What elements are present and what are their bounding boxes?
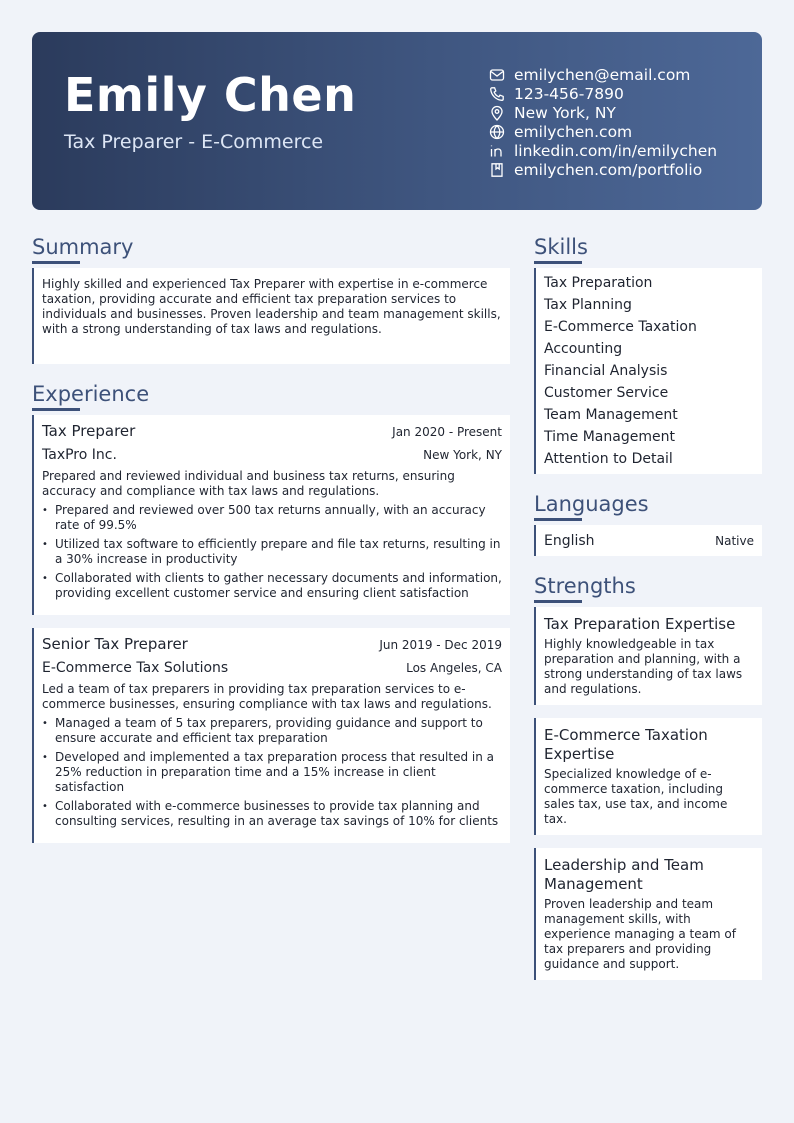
skill-item: Team Management xyxy=(544,407,678,423)
candidate-role: Tax Preparer - E-Commerce xyxy=(64,131,324,153)
strengths-heading: Strengths xyxy=(534,574,636,598)
strength-title: Tax Preparation Expertise xyxy=(544,615,736,633)
job-bullets xyxy=(42,716,502,829)
contact-website-text: emilychen.com xyxy=(514,122,633,141)
job-bullet: • Collaborated with e-commerce businesses to provide tax planning and consulting services, resulting in an average tax savings of 10% for clients xyxy=(42,799,502,829)
email-icon xyxy=(489,67,505,83)
contact-email[interactable] xyxy=(489,65,717,84)
language-item xyxy=(534,525,762,556)
portfolio-icon xyxy=(489,162,505,178)
strength-description: Specialized knowledge of e-commerce taxation, including sales tax, use tax, and income tax. xyxy=(544,767,728,826)
skill-item: Financial Analysis xyxy=(544,363,668,379)
left-column xyxy=(32,234,510,843)
job-location: Los Angeles, CA xyxy=(406,661,502,675)
contact-linkedin[interactable] xyxy=(489,141,717,160)
strengths-heading-underline xyxy=(534,600,582,603)
job-description: Led a team of tax preparers in providing tax preparation services to e-commerce businesses, ensuring compliance with tax laws and regulations. xyxy=(42,682,492,711)
summary-heading-underline xyxy=(32,261,80,264)
candidate-name: Emily Chen xyxy=(64,68,357,122)
linkedin-icon xyxy=(489,143,505,159)
job-bullet: • Prepared and reviewed over 500 tax returns annually, with an accuracy rate of 99.5% xyxy=(42,503,502,533)
job-bullet: • Developed and implemented a tax preparation process that resulted in a 25% reduction in preparation time and a 15% increase in client satisfaction xyxy=(42,750,502,795)
job-company: E-Commerce Tax Solutions xyxy=(42,660,229,676)
contact-portfolio[interactable] xyxy=(489,160,717,179)
strength-title: E-Commerce Taxation Expertise xyxy=(544,726,708,763)
contact-linkedin-text: linkedin.com/in/emilychen xyxy=(514,141,718,160)
contact-phone-text: 123-456-7890 xyxy=(514,84,624,103)
skill-item: E-Commerce Taxation xyxy=(544,319,697,335)
job-date: Jan 2020 - Present xyxy=(392,425,502,439)
skill-item: Accounting xyxy=(544,341,623,357)
languages-heading-underline xyxy=(534,518,582,521)
contact-location-text: New York, NY xyxy=(514,103,616,122)
skill-item: Time Management xyxy=(544,429,675,445)
phone-icon xyxy=(489,86,505,102)
summary-heading: Summary xyxy=(32,235,134,259)
job-location: New York, NY xyxy=(423,448,502,462)
contact-portfolio-text: emilychen.com/portfolio xyxy=(514,160,703,179)
skill-item: Tax Planning xyxy=(544,297,632,313)
summary-text: Highly skilled and experienced Tax Preparer with expertise in e-commerce taxation, providing accurate and efficient tax preparation services to individuals and businesses. Proven leadership and team management skills, with a strong understanding of tax laws and regulations. xyxy=(42,277,501,336)
contact-list xyxy=(489,65,717,179)
resume-header xyxy=(32,32,762,210)
job-description: Prepared and reviewed individual and business tax returns, ensuring accuracy and compliance with tax laws and regulations. xyxy=(42,469,455,498)
job-title: Senior Tax Preparer xyxy=(42,635,188,653)
summary-card xyxy=(32,268,510,364)
languages-heading: Languages xyxy=(534,492,649,516)
strength-item xyxy=(534,607,762,705)
job-bullets xyxy=(42,503,502,601)
strength-description: Proven leadership and team management skills, with experience managing a team of tax preparers and providing guidance and support. xyxy=(544,897,736,971)
strength-description: Highly knowledgeable in tax preparation and planning, with a strong understanding of tax laws and regulations. xyxy=(544,637,743,696)
skills-heading: Skills xyxy=(534,235,588,259)
language-level: Native xyxy=(715,533,754,548)
job-company: TaxPro Inc. xyxy=(42,447,117,463)
language-name: English xyxy=(544,532,595,549)
contact-location xyxy=(489,103,717,122)
location-icon xyxy=(489,105,505,121)
job-title: Tax Preparer xyxy=(42,422,136,440)
job-bullet: • Collaborated with clients to gather necessary documents and information, providing excellent customer service and ensuring client satisfaction xyxy=(42,571,502,601)
skills-heading-underline xyxy=(534,261,582,264)
skill-item: Tax Preparation xyxy=(544,275,653,291)
experience-item xyxy=(32,415,510,615)
strength-item xyxy=(534,848,762,980)
experience-heading: Experience xyxy=(32,382,150,406)
globe-icon xyxy=(489,124,505,140)
contact-phone[interactable] xyxy=(489,84,717,103)
skills-card xyxy=(534,268,762,474)
job-date: Jun 2019 - Dec 2019 xyxy=(379,638,502,652)
skill-item: Customer Service xyxy=(544,385,669,401)
contact-website[interactable] xyxy=(489,122,717,141)
experience-item xyxy=(32,628,510,843)
contact-email-text: emilychen@email.com xyxy=(514,65,691,84)
strength-item xyxy=(534,718,762,835)
job-bullet: • Managed a team of 5 tax preparers, providing guidance and support to ensure accurate and efficient tax preparation xyxy=(42,716,502,746)
job-bullet: • Utilized tax software to efficiently prepare and file tax returns, resulting in a 30% increase in productivity xyxy=(42,537,502,567)
right-column xyxy=(534,234,762,993)
skill-item: Attention to Detail xyxy=(544,451,673,467)
strength-title: Leadership and Team Management xyxy=(544,856,704,893)
experience-heading-underline xyxy=(32,408,80,411)
